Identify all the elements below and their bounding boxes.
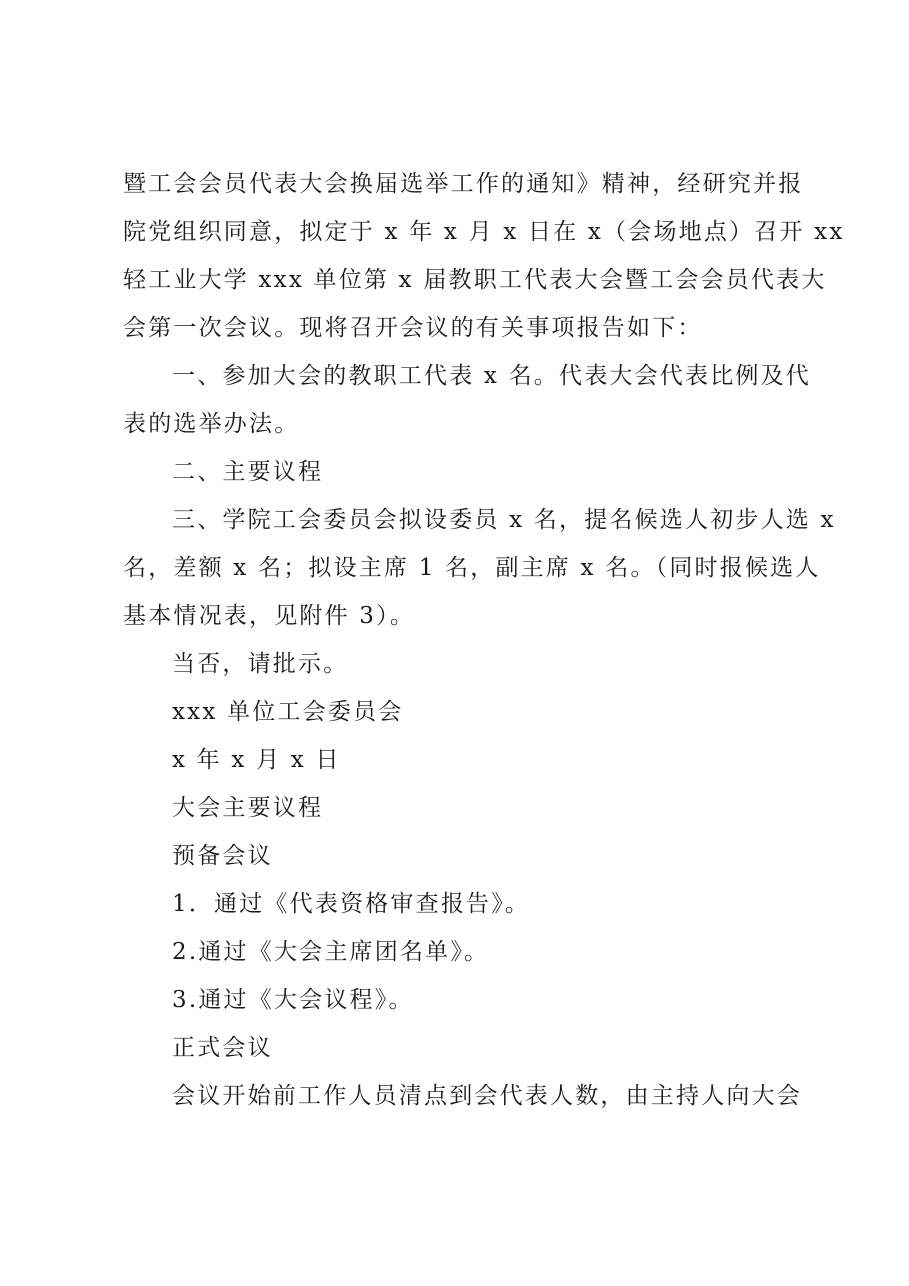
- item-three-line: 名，差额 x 名；拟设主席 1 名，副主席 x 名。（同时报候选人: [123, 555, 821, 581]
- item-one-line: 表的选举办法。: [123, 411, 300, 437]
- signature-organization: xxx 单位工会委员会: [172, 699, 404, 725]
- request-approval-line: 当否，请批示。: [172, 651, 349, 677]
- agenda-item: 3.通过《大会议程》。: [172, 987, 414, 1013]
- item-two-heading: 二、主要议程: [172, 459, 324, 485]
- document-body: [123, 160, 845, 1120]
- agenda-item: 1．通过《代表资格审查报告》。: [172, 891, 531, 917]
- signature-date: x 年 x 月 x 日: [172, 747, 341, 773]
- item-three-line: 基本情况表，见附件 3）。: [123, 603, 416, 629]
- preparatory-meeting-heading: 预备会议: [172, 843, 273, 869]
- paragraph-line: 轻工业大学 xxx 单位第 x 届教职工代表大会暨工会会员代表大: [123, 267, 827, 293]
- paragraph-line: 会第一次会议。现将召开会议的有关事项报告如下：: [123, 315, 703, 341]
- item-one-line: 一、参加大会的教职工代表 x 名。代表大会代表比例及代: [172, 363, 811, 389]
- item-three-line: 三、学院工会委员会拟设委员 x 名，提名候选人初步人选 x: [172, 507, 836, 533]
- formal-meeting-heading: 正式会议: [172, 1035, 273, 1061]
- paragraph-line: 暨工会会员代表大会换届选举工作的通知》精神，经研究并报: [123, 171, 804, 197]
- agenda-item: 2.通过《大会主席团名单》。: [172, 939, 490, 965]
- paragraph-line: 院党组织同意，拟定于 x 年 x 月 x 日在 x（会场地点）召开 xx: [123, 219, 845, 245]
- paragraph-line: 会议开始前工作人员清点到会代表人数，由主持人向大会: [172, 1083, 802, 1109]
- agenda-heading: 大会主要议程: [172, 795, 324, 821]
